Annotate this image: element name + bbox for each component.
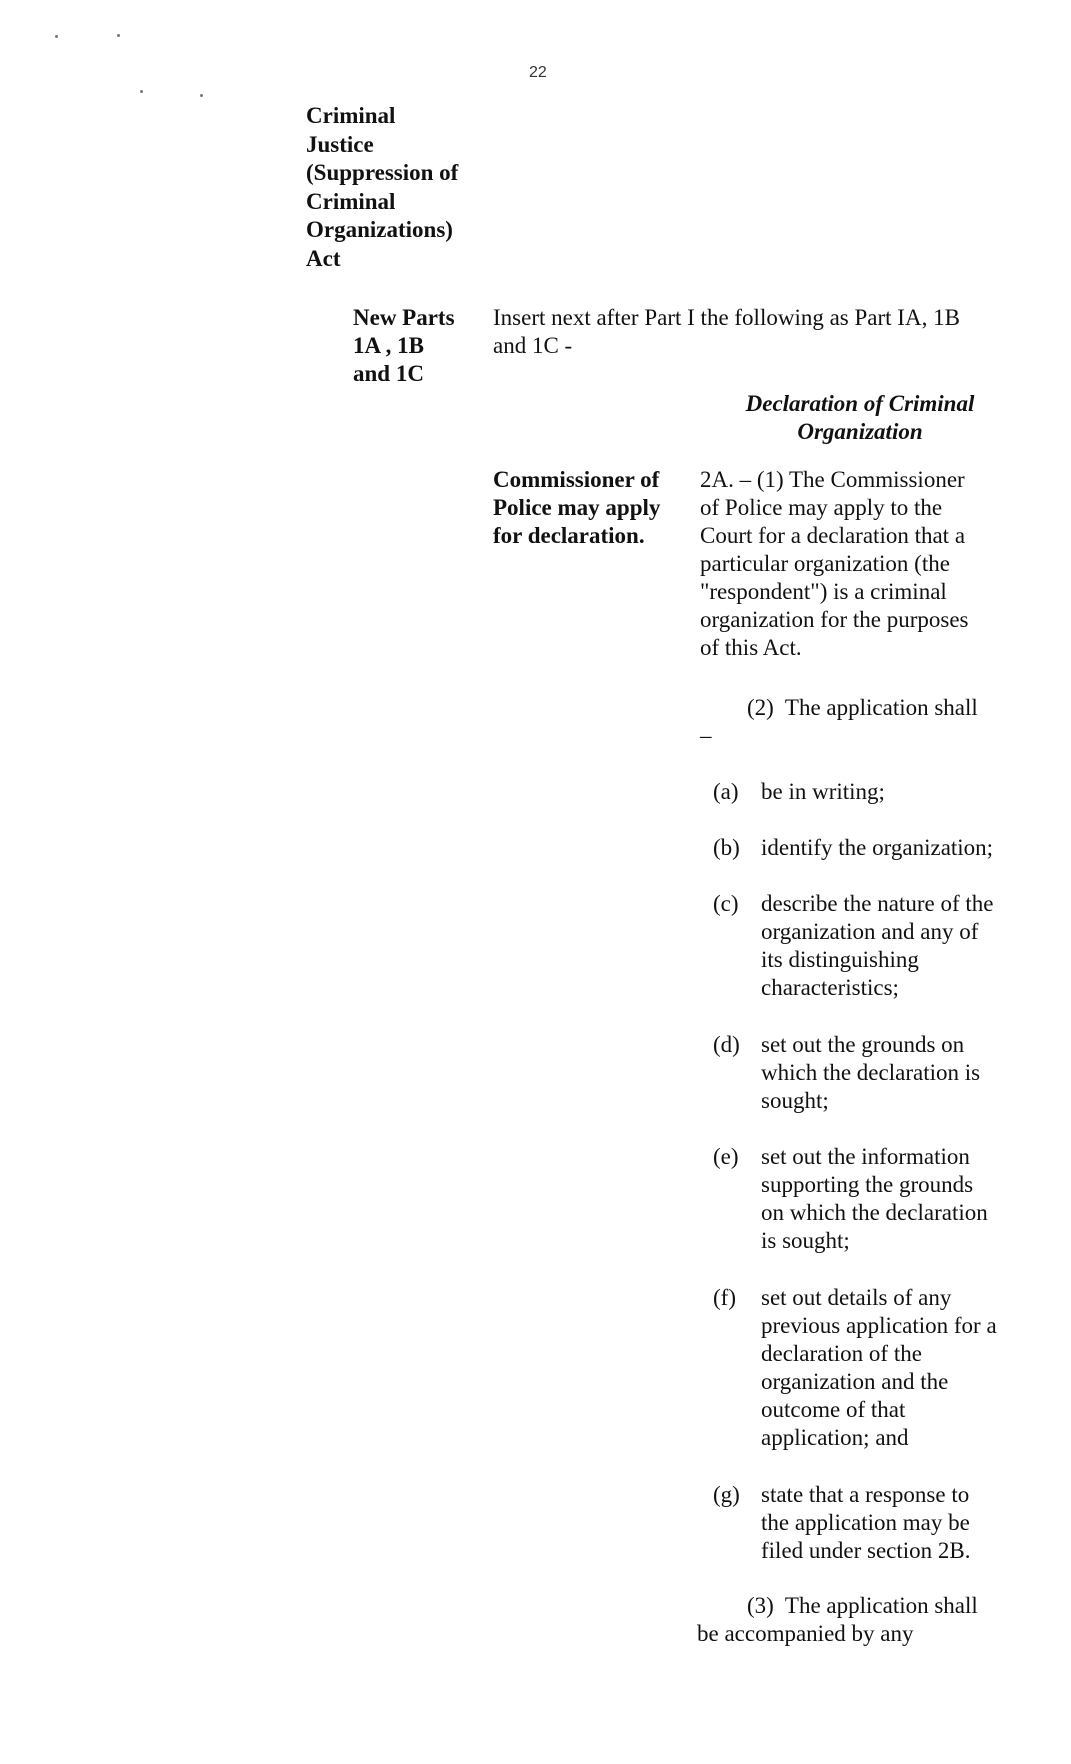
margin-note-line: New Parts xyxy=(353,305,455,330)
act-title-line: Criminal xyxy=(306,103,396,128)
item-line: its distinguishing xyxy=(761,947,919,972)
item-line: characteristics; xyxy=(761,975,899,1000)
act-title-line: Organizations) xyxy=(306,217,453,242)
act-title-line: Justice xyxy=(306,131,374,157)
item-line: set out the grounds on xyxy=(761,1032,965,1057)
subsection-line: (3) The application shall xyxy=(747,1593,978,1618)
item-line: set out details of any xyxy=(761,1285,952,1310)
list-item-b xyxy=(713,834,1063,862)
subsection-line: of this Act. xyxy=(700,635,802,660)
section-heading xyxy=(700,390,1020,446)
item-line: on which the declaration xyxy=(761,1200,988,1225)
list-item-c xyxy=(713,890,1063,1002)
margin-note-line: 1A , 1B xyxy=(353,333,424,358)
item-label: (d) xyxy=(713,1032,740,1057)
subsection-line: particular organization (the xyxy=(700,551,950,576)
margin-note-line: Police may apply xyxy=(493,495,661,520)
list-item-d xyxy=(713,1031,1063,1115)
item-text xyxy=(761,834,993,862)
insert-instruction xyxy=(493,304,1053,360)
list-item-f xyxy=(713,1284,1063,1452)
item-text xyxy=(761,1481,971,1565)
margin-note-line: Commissioner of xyxy=(493,467,660,492)
item-line: organization and any of xyxy=(761,919,979,944)
subsection-line: "respondent") is a criminal xyxy=(700,579,947,604)
scan-speck xyxy=(117,34,120,37)
page-number: 22 xyxy=(529,64,547,81)
item-label: (b) xyxy=(713,835,740,860)
list-item-a xyxy=(713,778,1063,806)
item-line: declaration of the xyxy=(761,1341,922,1366)
subsection-line: 2A. – (1) The Commissioner xyxy=(700,467,965,492)
item-label: (c) xyxy=(713,891,739,916)
subsection-line: organization for the purposes xyxy=(700,607,969,632)
subsection-3 xyxy=(697,1592,1057,1648)
item-label: (e) xyxy=(713,1144,739,1169)
scan-speck xyxy=(200,94,203,97)
item-text xyxy=(761,890,993,1002)
subsection-2-dash: – xyxy=(700,723,712,748)
subsection-line: be accompanied by any xyxy=(697,1621,914,1646)
item-text xyxy=(761,1143,988,1255)
item-label: (f) xyxy=(713,1285,736,1310)
insert-line: Insert next after Part I the following as Part IA, 1B xyxy=(493,305,960,330)
item-line: application; and xyxy=(761,1425,909,1450)
item-line: set out the information xyxy=(761,1144,970,1169)
item-line: supporting the grounds xyxy=(761,1172,974,1197)
item-line: organization and the xyxy=(761,1369,949,1394)
list-item-g xyxy=(713,1481,1063,1565)
item-line: identify the organization; xyxy=(761,835,994,860)
item-line: is sought; xyxy=(761,1228,850,1253)
section-heading-line: Organization xyxy=(797,419,923,444)
item-text xyxy=(761,1031,980,1115)
insert-line: and 1C - xyxy=(493,333,573,358)
item-line: sought; xyxy=(761,1088,829,1113)
margin-note-commissioner xyxy=(493,466,693,550)
item-line: previous application for a xyxy=(761,1313,997,1338)
scan-speck xyxy=(55,35,58,38)
act-title-line: Criminal xyxy=(306,188,396,214)
margin-note-line: for declaration. xyxy=(493,523,645,548)
item-line: describe the nature of the xyxy=(761,891,994,916)
act-title xyxy=(306,102,496,273)
item-text xyxy=(761,1284,997,1452)
item-line: outcome of that xyxy=(761,1397,906,1422)
item-text xyxy=(761,778,885,806)
subsection-1 xyxy=(700,466,1050,662)
subsection-line: of Police may apply to the xyxy=(700,495,943,520)
item-line: which the declaration is xyxy=(761,1060,981,1085)
item-label: (g) xyxy=(713,1482,740,1507)
subsection-2-intro: (2) The application shall xyxy=(747,695,978,720)
item-label: (a) xyxy=(713,779,739,804)
item-line: state that a response to xyxy=(761,1482,970,1507)
scan-speck xyxy=(140,90,143,93)
item-line: the application may be xyxy=(761,1510,970,1535)
item-line: be in writing; xyxy=(761,779,885,804)
item-line: filed under section 2B. xyxy=(761,1538,971,1563)
margin-note-new-parts xyxy=(353,304,483,388)
section-heading-line: Declaration of Criminal xyxy=(745,391,975,416)
subsection-line: Court for a declaration that a xyxy=(700,523,966,548)
act-title-line: (Suppression of xyxy=(306,160,459,185)
act-title-line: Act xyxy=(306,245,341,271)
margin-note-line: and 1C xyxy=(353,361,424,386)
list-item-e xyxy=(713,1143,1063,1255)
